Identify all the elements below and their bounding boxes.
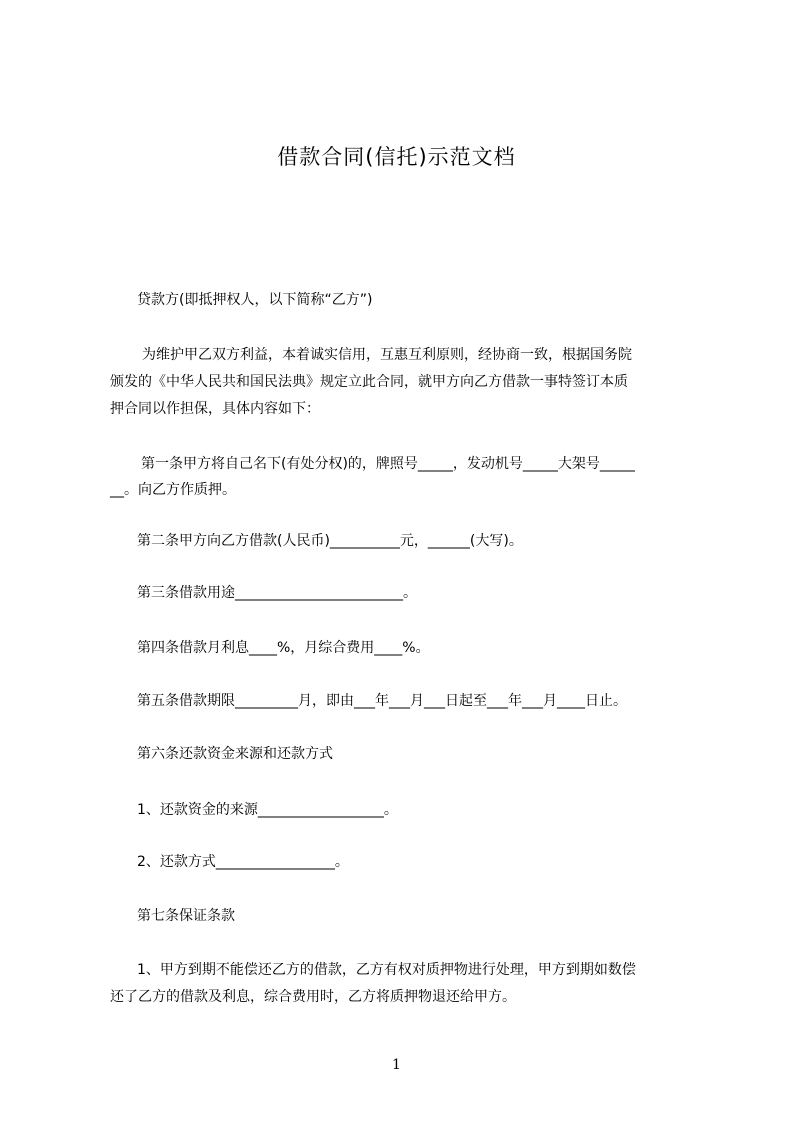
article-4: 第四条借款月利息____%，月综合费用____%。 [137, 640, 430, 656]
document-title: 借款合同(信托)示范文档 [277, 145, 516, 169]
article-7: 第七条保证条款 [137, 908, 235, 924]
article-1-line-1: 第一条甲方将自己名下(有处分权)的，牌照号_____，发动机号_____大架号_____ [141, 456, 635, 472]
page-number: 1 [392, 1057, 401, 1073]
paragraph-preamble-line-2: 颁发的《中华人民共和国民法典》规定立此合同，就甲方向乙方借款一事特签订本质 [110, 374, 628, 390]
paragraph-preamble-line-1: 为维护甲乙双方利益，本着诚实信用，互惠互利原则，经协商一致，根据国务院 [142, 347, 632, 363]
article-6-item-1: 1、还款资金的来源__________________。 [137, 802, 398, 818]
article-6-item-2: 2、还款方式_________________。 [137, 854, 349, 870]
article-7-item-1-line-1: 1、甲方到期不能偿还乙方的借款，乙方有权对质押物进行处理，甲方到期如数偿 [137, 962, 636, 978]
article-2: 第二条甲方向乙方借款(人民币)__________元，______(大写)。 [137, 533, 523, 549]
article-7-item-1-line-2: 还了乙方的借款及利息，综合费用时，乙方将质押物退还给甲方。 [110, 989, 516, 1005]
paragraph-lender: 贷款方(即抵押权人，以下简称“乙方”) [137, 292, 373, 308]
article-6: 第六条还款资金来源和还款方式 [137, 746, 333, 762]
article-1-line-2: __。向乙方作质押。 [110, 482, 236, 498]
article-5: 第五条借款期限_________月，即由___年___月___日起至___年___月____日止。 [137, 693, 627, 709]
paragraph-preamble-line-3: 押合同以作担保，具体内容如下： [110, 401, 320, 417]
article-3: 第三条借款用途________________________。 [137, 585, 417, 601]
